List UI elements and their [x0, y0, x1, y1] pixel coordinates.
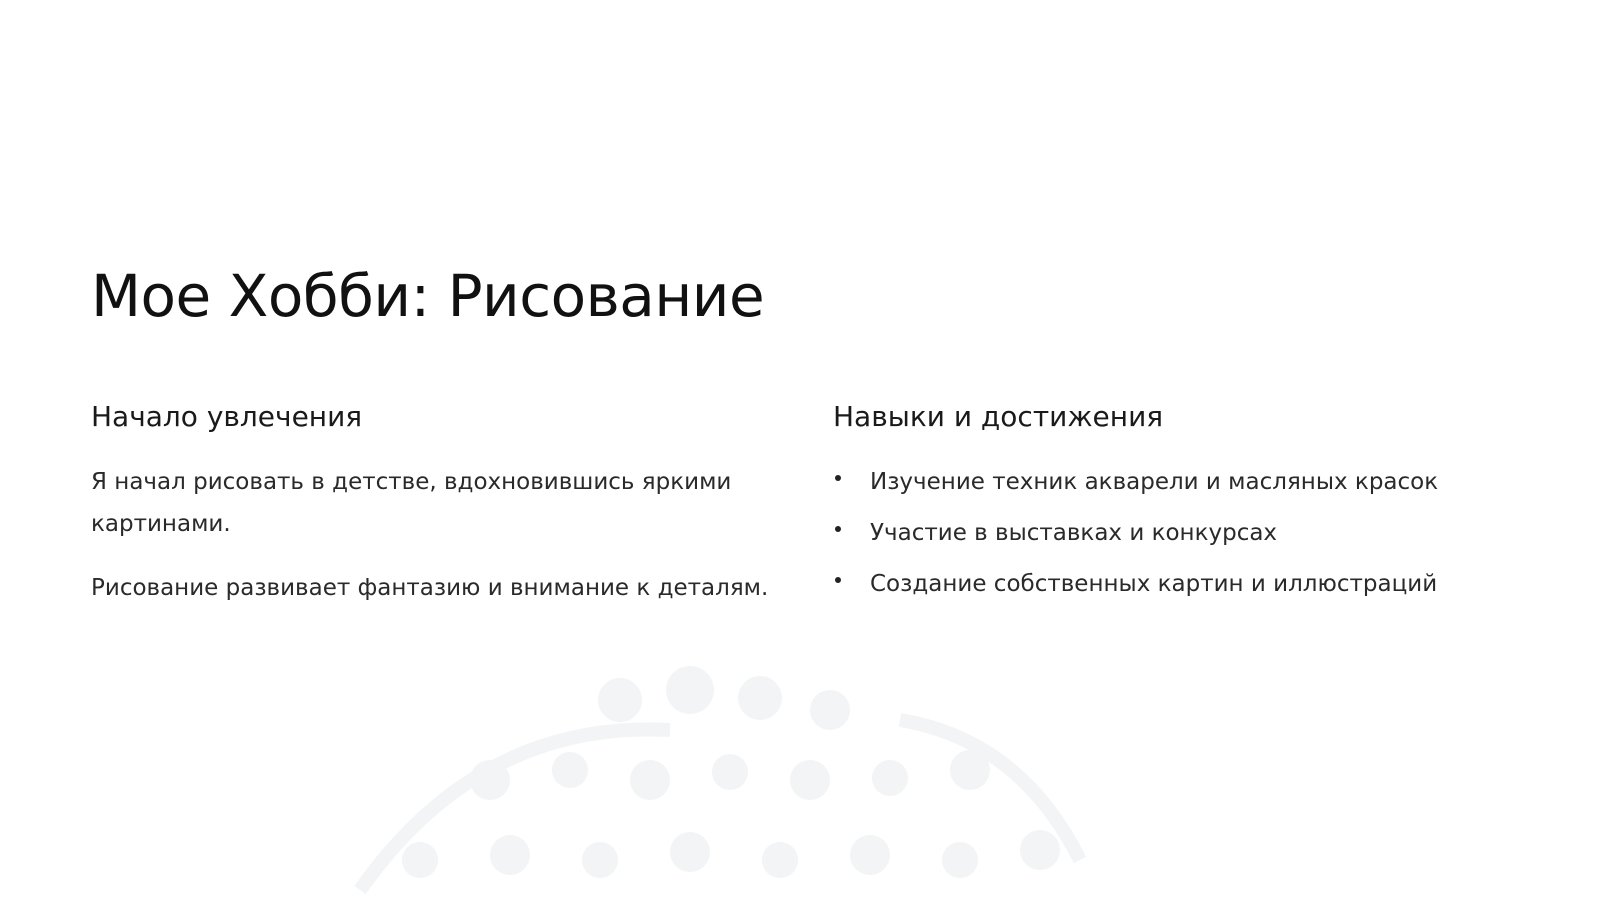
left-column-heading: Начало увлечения [91, 400, 363, 433]
list-item-text: Изучение техник акварели и масляных красок [870, 469, 1439, 495]
left-paragraph: Я начал рисовать в детстве, вдохновившись яркими картинами. [91, 469, 732, 537]
bullet-icon [835, 526, 841, 532]
list-item-text: Участие в выставках и конкурсах [870, 520, 1278, 546]
bullet-list [833, 461, 1533, 605]
slide-title: Мое Хобби: Рисование [91, 262, 765, 330]
list-item [833, 461, 1533, 503]
bullet-icon [835, 475, 841, 481]
right-column [833, 400, 1533, 614]
left-paragraph: Рисование развивает фантазию и внимание к деталям. [91, 575, 769, 601]
list-item [833, 512, 1533, 554]
right-column-heading: Навыки и достижения [833, 400, 1164, 433]
list-item-text: Создание собственных картин и иллюстраций [870, 571, 1438, 597]
left-column [91, 400, 791, 631]
decorative-watermark [340, 660, 1100, 900]
bullet-icon [835, 577, 841, 583]
list-item [833, 563, 1533, 605]
